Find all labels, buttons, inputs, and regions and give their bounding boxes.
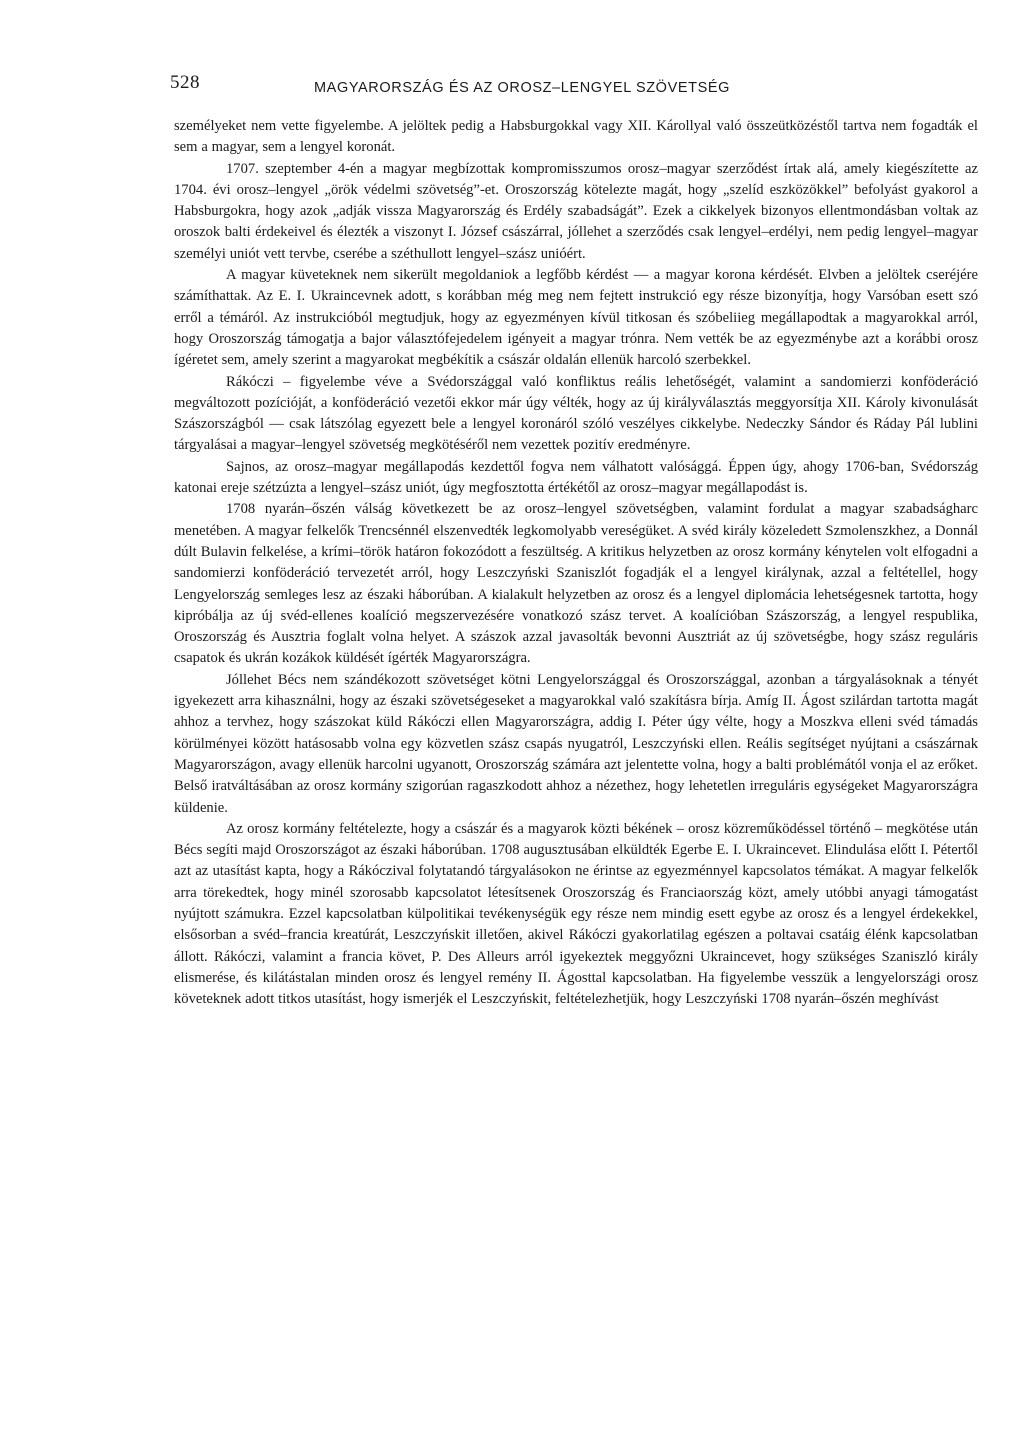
book-page: [170, 72, 978, 1010]
body-text: [174, 116, 978, 1010]
paragraph-3: A magyar küveteknek nem sikerült megoldaniok a legfőbb kérdést — a magyar korona kérdését. Elvben a jelöltek cseréjére számíthattak. Az E. I. Ukraincevnek adott, s korábban még meg nem fejtett instrukció egy része bizonyítja, hogy Varsóban esett szó erről a témáról. Az instrukcióból megtudjuk, hogy az egyezményen kívül titkosan és szóbeliieg megállapodtak a magyarokkal arról, hogy Oroszország támogatja a bajor választófejedelem igényeit a magyar trónra. Nem vették be az egyezménybe azt a korábbi orosz ígéretet sem, amely szerint a magyarokat megbékítik a császár oldalán ellenük harcoló szerbekkel.: [174, 267, 978, 369]
paragraph-1: személyeket nem vette figyelembe. A jelöltek pedig a Habsburgokkal vagy XII. Károllyal való összeütközéstől tartva nem fogadták el sem a magyar, sem a lengyel koronát.: [174, 118, 978, 156]
paragraph-2: 1707. szeptember 4-én a magyar megbízottak kompromisszumos orosz–magyar szerződést írtak alá, amely kiegészítette az 1704. évi orosz–lengyel „örök védelmi szövetség”-et. Oroszország kötelezte magát, hogy „szelíd eszközökkel” befolyást gyakorol a Habsburgokra, hogy azok „adják vissza Magyarország és Erdély szabadságát”. Ezek a cikkelyek bizonyos ellentmondásban voltak az oroszok balti érdekeivel és élezték a viszonyt I. József császárral, jóllehet a szerződés csak lengyel–erdélyi, nem pedig lengyel–magyar személyi uniót vett tervbe, cserébe a széthullott lengyel–szász unióért.: [174, 160, 978, 262]
paragraph-4: Rákóczi – figyelembe véve a Svédországgal való konfliktus reális lehetőségét, valamint a sandomierzi konföderáció megváltozott pozícióját, a konföderáció vezetői ekkor már úgy vélték, hogy az új királyválasztás meggyorsítja XII. Károly kivonulását Szászországból — csak látszólag egyezett bele a lengyel koronáról szóló veszélyes cikkelybe. Nedeczky Sándor és Ráday Pál lublini tárgyalásai a magyar–lengyel szövetség megkötéséről nem vezettek pozitív eredményre.: [174, 373, 978, 454]
running-title: MAGYARORSZÁG ÉS AZ OROSZ–LENGYEL SZÖVETSÉG: [314, 80, 730, 96]
page-number: 528: [170, 72, 200, 93]
paragraph-8: Az orosz kormány feltételezte, hogy a császár és a magyarok közti békének – orosz közreműködéssel történő – megkötése után Bécs segíti majd Oroszországot az északi háborúban. 1708 augusztusában elküldték Egerbe E. I. Ukraincevet. Elindulása előtt I. Pétertől azt az utasítást kapta, hogy a Rákóczival folytatandó tárgyalásokon ne érintse az egyezménnyel kapcsolatos témákat. A magyar felkelők arra törekedtek, hogy minél szorosabb kapcsolatot létesítsenek Oroszország és Franciaország közt, amely utóbbi anyagi támogatást nyújtott számukra. Ezzel kapcsolatban külpolitikai tevékenységük egy része nem mindig esett egybe az orosz és a lengyel érdekekkel, elsősorban a svéd–francia kreatúrát, Leszczyńskit illetően, akivel Rákóczi gyakorlatilag egészen a poltavai csatáig élénk kapcsolatban állott. Rákóczi, valamint a francia követ, P. Des Alleurs arról igyekeztek meggyőzni Ukraincevet, hogy szükséges Szaniszló király elismerése, és kilátástalan minden orosz és lengyel remény II. Ágosttal kapcsolatban. Ha figyelembe vesszük a lengyelországi orosz követeknek adott titkos utasítást, hogy ismerjék el Leszczyńskit, feltételezhetjük, hogy Leszczyński 1708 nyarán–őszén meghívást: [174, 820, 978, 1008]
paragraph-7: Jóllehet Bécs nem szándékozott szövetséget kötni Lengyelországgal és Oroszországgal, azonban a tárgyalásoknak a tényét igyekezett arra kihasználni, hogy az északi szövetségeseket a magyarokkal való szakításra bírja. Amíg II. Ágost szilárdan tartotta magát ahhoz a tervhez, hogy szászokat küld Rákóczi ellen Magyarországra, addig I. Péter úgy vélte, hogy a Moszkva elleni svéd támadás körülményei között hatásosabb volna egy közvetlen szász csapás nyugatról, Leszczyński ellen. Reális segítséget nyújtani a császárnak Magyarországon, avagy ellenük harcolni ugyanott, Oroszország számára azt jelentette volna, hogy a balti problémától vonja el az erőket. Belső iratváltásában az orosz kormány szigorúan ragaszkodott ahhoz a nézethez, hogy lehetetlen irreguláris egységeket Magyarországra küldenie.: [174, 671, 978, 816]
paragraph-5: Sajnos, az orosz–magyar megállapodás kezdettől fogva nem válhatott valósággá. Éppen úgy, ahogy 1706-ban, Svédország katonai ereje szétzúzta a lengyel–szász uniót, úgy megfosztotta értékétől az orosz–magyar megállapodást is.: [174, 458, 978, 497]
page-header: [170, 72, 978, 104]
paragraph-6: 1708 nyarán–őszén válság következett be az orosz–lengyel szövetségben, valamint fordulat a magyar szabadságharc menetében. A magyar felkelők Trencsénnél elszenvedték legkomolyabb vereségüket. A svéd király közeledett Szmolenszkhez, a Donnál dúlt Bulavin felkelése, a krími–török határon fokozódott a feszültség. A kritikus helyzetben az orosz kormány kénytelen volt elfogadni a sandomierzi konföderáció tervezetét arról, hogy Leszczyński Szaniszlót fogadják el a lengyel királynak, azzal a feltétellel, hogy Lengyelország semleges lesz az északi háborúban. A kialakult helyzetben az orosz és a lengyel diplomácia lehetségesnek tartotta, hogy kipróbálja az új svéd-ellenes koalíció megszervezésére vonatkozó szász tervet. A koalícióban Szászország, a lengyel respublika, Oroszország és Ausztria foglalt volna helyet. A szászok azzal javasolták bevonni Ausztriát az új szövetségbe, hogy szász reguláris csapatok és ukrán kozákok küldését ígérték Magyarországra.: [174, 501, 978, 667]
